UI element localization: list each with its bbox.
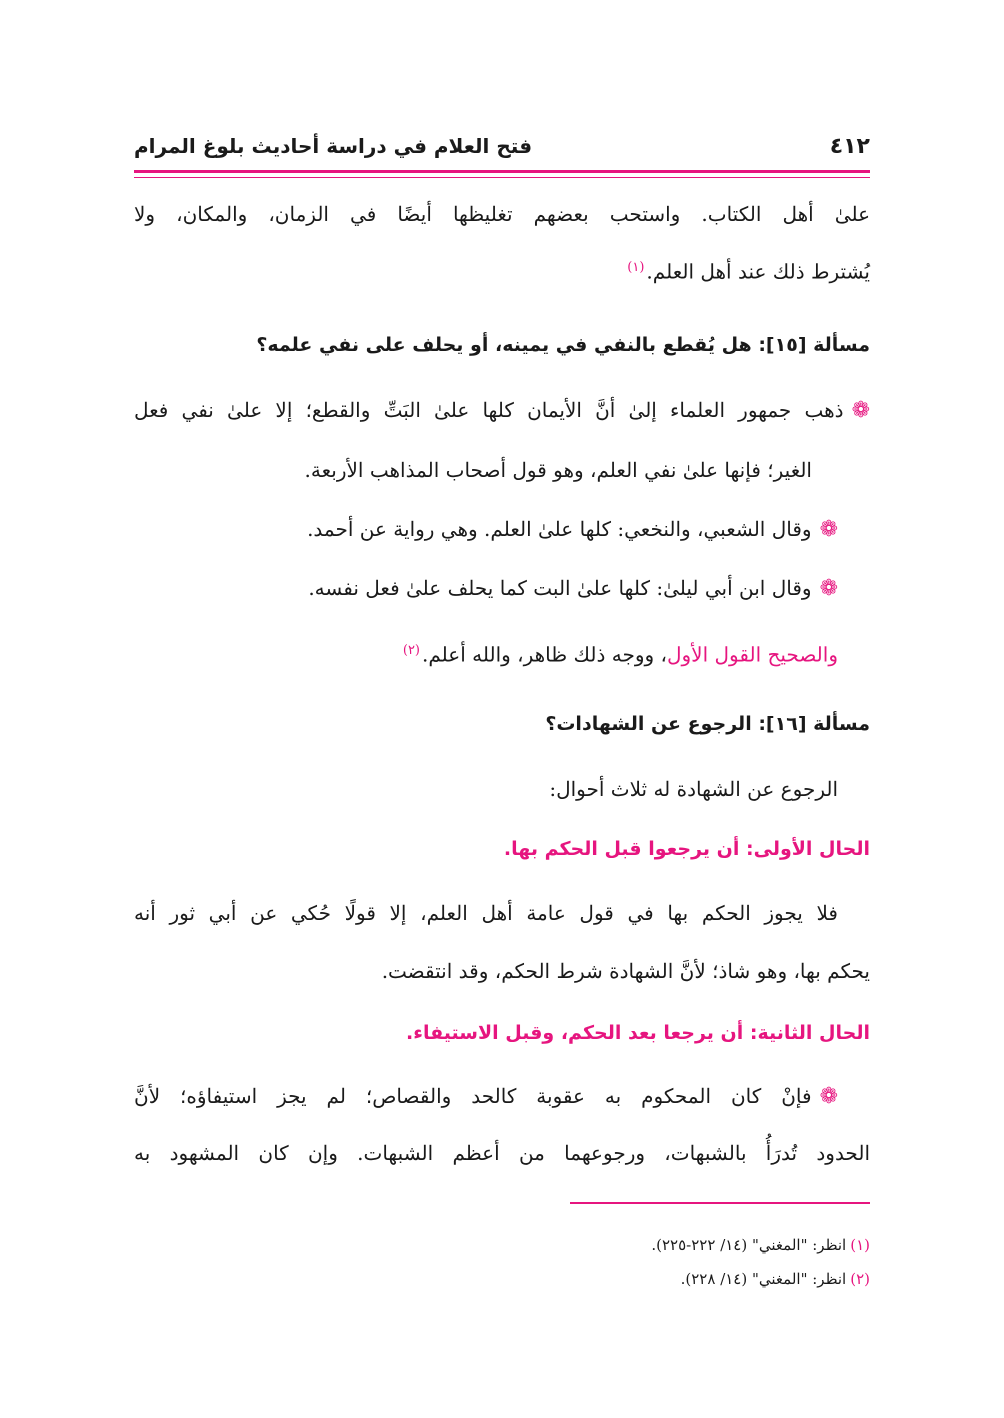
text-span: علىٰ أهل الكتاب. واستحب بعضهم تغليظها أيضًا في الزمان، والمكان، ولا [134, 202, 870, 226]
heading-text: الحال الأولى: أن يرجعوا قبل الحكم بها. [503, 838, 870, 860]
body-line [134, 944, 870, 998]
text-span: ، ووجه ذلك ظاهر، والله أعلم. [422, 642, 667, 667]
heading-text: مسألة [١٥]: هل يُقطع بالنفي في يمينه، أو يحلف على نفي علمه؟ [256, 334, 870, 356]
book-title: فتح العلام في دراسة أحاديث بلوغ المرام [134, 134, 533, 158]
footnote-1 [134, 1230, 870, 1260]
text-span: الرجوع عن الشهادة له ثلاث أحوال: [549, 777, 838, 801]
body-line [134, 624, 870, 678]
flower-bullet-icon: ❁ [819, 1084, 838, 1109]
text-span: يحكم بها، وهو شاذ؛ لأنَّ الشهادة شرط الحكم، وقد انتقضت. [381, 959, 870, 983]
header-rule-thin [134, 177, 870, 178]
footnote-text: انظر: "المغني" (١٤/ ٢٢٨). [680, 1270, 847, 1288]
footnote-text: انظر: "المغني" (١٤/ ٢٢٢-٢٢٥). [651, 1236, 847, 1254]
body-line [134, 561, 870, 615]
body-line [134, 502, 870, 556]
footnote-marker: (٢) [402, 643, 420, 658]
case-heading-2 [134, 1006, 870, 1060]
body-line [134, 762, 870, 816]
question-heading-15 [134, 318, 870, 372]
text-span: فإنْ كان المحكوم به عقوبة كالحد والقصاص؛ لم يجز استيفاؤه؛ لأنَّ [134, 1084, 812, 1108]
body-line [134, 1126, 870, 1180]
header-rule-thick [134, 170, 870, 173]
heading-text: الحال الثانية: أن يرجعا بعد الحكم، وقبل الاستيفاء. [406, 1022, 870, 1044]
footnote-marker: (١) [627, 260, 645, 275]
footnote-separator [570, 1202, 870, 1204]
flower-bullet-icon: ❁ [819, 517, 838, 542]
text-span: وقال ابن أبي ليلىٰ: كلها علىٰ البت كما يحلف علىٰ فعل نفسه. [308, 576, 812, 600]
text-span: فلا يجوز الحكم بها في قول عامة أهل العلم، إلا قولًا حُكي عن أبي ثور أنه [134, 901, 838, 925]
text-span: الغير؛ فإنها علىٰ نفي العلم، وهو قول أصحاب المذاهب الأربعة. [304, 458, 812, 482]
flower-bullet-icon: ❁ [819, 576, 838, 601]
text-span: يُشترط ذلك عند أهل العلم. [646, 259, 870, 284]
body-line [134, 886, 870, 940]
page-header [134, 128, 870, 168]
highlighted-text: والصحيح القول الأول [666, 642, 838, 667]
page-number: ٤١٢ [829, 134, 870, 159]
footnote-2 [134, 1264, 870, 1294]
body-line [134, 241, 870, 295]
flower-bullet-icon: ❁ [851, 398, 870, 423]
body-line [134, 443, 870, 497]
body-line [134, 187, 870, 241]
question-heading-16 [134, 697, 870, 751]
case-heading-1 [134, 822, 870, 876]
footnote-number: (٢) [850, 1270, 870, 1288]
footnote-number: (١) [850, 1236, 870, 1254]
body-line [134, 1069, 870, 1123]
text-span: الحدود تُدرَأُ بالشبهات، ورجوعهما من أعظم الشبهات. وإن كان المشهود به [134, 1141, 870, 1165]
text-span: وقال الشعبي، والنخعي: كلها علىٰ العلم. وهي رواية عن أحمد. [307, 517, 812, 541]
body-line [134, 383, 870, 437]
heading-text: مسألة [١٦]: الرجوع عن الشهادات؟ [545, 713, 870, 735]
text-span: ذهب جمهور العلماء إلىٰ أنَّ الأيمان كلها علىٰ البَتِّ والقطع؛ إلا علىٰ نفي فعل [134, 398, 844, 422]
